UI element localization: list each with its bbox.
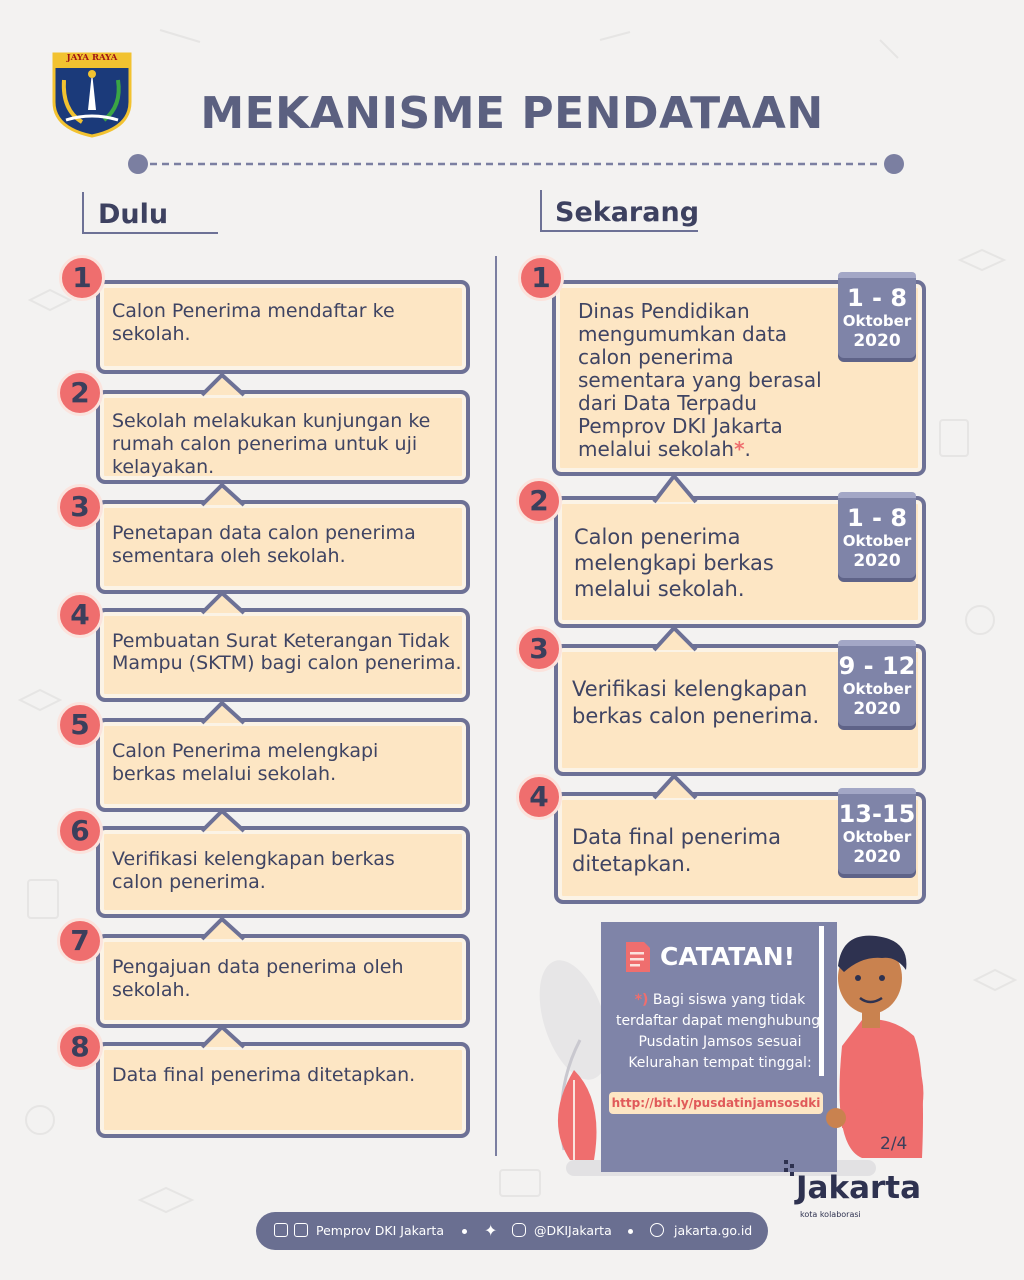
- speech-tail: [200, 699, 246, 725]
- date-year: 2020: [853, 699, 901, 719]
- footer-separator: [628, 1229, 633, 1234]
- column-divider: [495, 256, 497, 1156]
- step-box: [96, 500, 470, 594]
- date-year: 2020: [853, 847, 901, 867]
- date-month: Oktober: [842, 532, 912, 550]
- step-box: [554, 644, 926, 776]
- step-box: [552, 280, 926, 476]
- speech-tail: [652, 470, 698, 504]
- speech-tail: [200, 371, 246, 397]
- date-year: 2020: [853, 331, 901, 351]
- step-text: Data final penerima ditetapkan.: [112, 1064, 416, 1086]
- step-box: [96, 718, 470, 812]
- speech-tail: [200, 481, 246, 507]
- step-number: 3: [57, 484, 103, 530]
- step-text-end: .: [744, 437, 751, 461]
- note-body: Bagi siswa yang tidak terdaftar dapat menghubungi Pusdatin Jamsos sesuai Kelurahan tempat tinggal:: [615, 992, 825, 1071]
- twitter-icon[interactable]: ✦: [484, 1221, 498, 1240]
- note-asterisk: *): [634, 992, 649, 1008]
- note-title: CATATAN!: [660, 942, 796, 971]
- step-number: 4: [57, 592, 103, 638]
- step-number: 5: [57, 702, 103, 748]
- speech-tail: [200, 807, 246, 833]
- youtube-icon[interactable]: [294, 1223, 308, 1237]
- step-text: [578, 300, 840, 461]
- brand-tagline: kota kolaborasi: [800, 1210, 861, 1219]
- step-text: Verifikasi kelengkapan berkas calon penerima.: [112, 848, 395, 893]
- step-text: Calon Penerima mendaftar ke sekolah.: [112, 300, 395, 345]
- page-indicator: 2/4: [880, 1134, 908, 1154]
- date-month: Oktober: [842, 312, 912, 330]
- step-number: 4: [516, 774, 562, 820]
- step-text-body: Dinas Pendidikan mengumumkan data calon penerima sementara yang berasal dari Data Terpadu Pemprov DKI Jakarta melalui sekolah: [578, 299, 822, 461]
- speech-tail: [200, 915, 246, 941]
- man-illustration: [802, 926, 934, 1160]
- step-text: Pembuatan Surat Keterangan Tidak Mampu (SKTM) bagi calon penerima.: [112, 630, 462, 674]
- date-days: 13-15: [838, 800, 916, 828]
- date-badge: [838, 646, 916, 726]
- step-text: Calon penerima melengkapi berkas melalui sekolah.: [574, 525, 774, 601]
- step-number: 2: [516, 478, 562, 524]
- footer-twitter-instagram[interactable]: @DKIJakarta: [534, 1223, 612, 1238]
- globe-icon[interactable]: [650, 1223, 664, 1237]
- facebook-icon[interactable]: [274, 1223, 288, 1237]
- date-month: Oktober: [842, 828, 912, 846]
- date-badge: [838, 498, 916, 578]
- logo-text: JAYA RAYA: [66, 53, 118, 63]
- speech-tail: [652, 622, 698, 652]
- social-footer: [256, 1212, 768, 1250]
- step-box: [96, 390, 470, 484]
- step-box: [96, 1042, 470, 1138]
- title-divider: [126, 152, 906, 176]
- note-link[interactable]: http://bit.ly/pusdatinjamsosdki: [609, 1092, 823, 1114]
- step-text: Sekolah melakukan kunjungan ke rumah calon penerima untuk uji kelayakan.: [112, 410, 431, 478]
- step-text: Data final penerima ditetapkan.: [572, 825, 782, 876]
- step-box: [96, 826, 470, 918]
- step-text: Calon Penerima melengkapi berkas melalui sekolah.: [112, 740, 379, 785]
- step-box: [96, 608, 470, 702]
- asterisk-mark: *: [734, 437, 745, 461]
- step-number: 1: [59, 255, 105, 301]
- brand-wordmark: Jakarta: [796, 1170, 922, 1206]
- step-number: 1: [518, 255, 564, 301]
- step-box: [96, 280, 470, 374]
- date-days: 9 - 12: [838, 652, 916, 680]
- step-text: Penetapan data calon penerima sementara oleh sekolah.: [112, 522, 416, 567]
- date-month: Oktober: [842, 680, 912, 698]
- document-icon: [624, 940, 652, 974]
- step-number: 3: [516, 626, 562, 672]
- instagram-icon[interactable]: [512, 1223, 526, 1237]
- date-days: 1 - 8: [846, 504, 908, 532]
- footer-separator: [462, 1229, 467, 1234]
- date-year: 2020: [853, 551, 901, 571]
- step-number: 2: [57, 370, 103, 416]
- footer-facebook-youtube[interactable]: Pemprov DKI Jakarta: [316, 1223, 444, 1238]
- footer-website[interactable]: jakarta.go.id: [674, 1223, 753, 1238]
- step-text: Verifikasi kelengkapan berkas calon penerima.: [572, 677, 820, 728]
- date-badge: [838, 278, 916, 358]
- step-box: [554, 496, 926, 628]
- column-title-dulu: Dulu: [98, 199, 169, 230]
- column-title-sekarang: Sekarang: [555, 197, 700, 228]
- note-text: [614, 990, 826, 1074]
- step-text: Pengajuan data penerima oleh sekolah.: [112, 956, 404, 1001]
- date-days: 1 - 8: [846, 284, 908, 312]
- page-title: MEKANISME PENDATAAN: [200, 88, 824, 139]
- speech-tail: [200, 1023, 246, 1049]
- step-number: 8: [57, 1024, 103, 1070]
- step-number: 7: [57, 918, 103, 964]
- step-box: [96, 934, 470, 1028]
- step-box: [554, 792, 926, 904]
- speech-tail: [200, 589, 246, 615]
- date-badge: [838, 794, 916, 874]
- step-number: 6: [57, 808, 103, 854]
- speech-tail: [652, 770, 698, 800]
